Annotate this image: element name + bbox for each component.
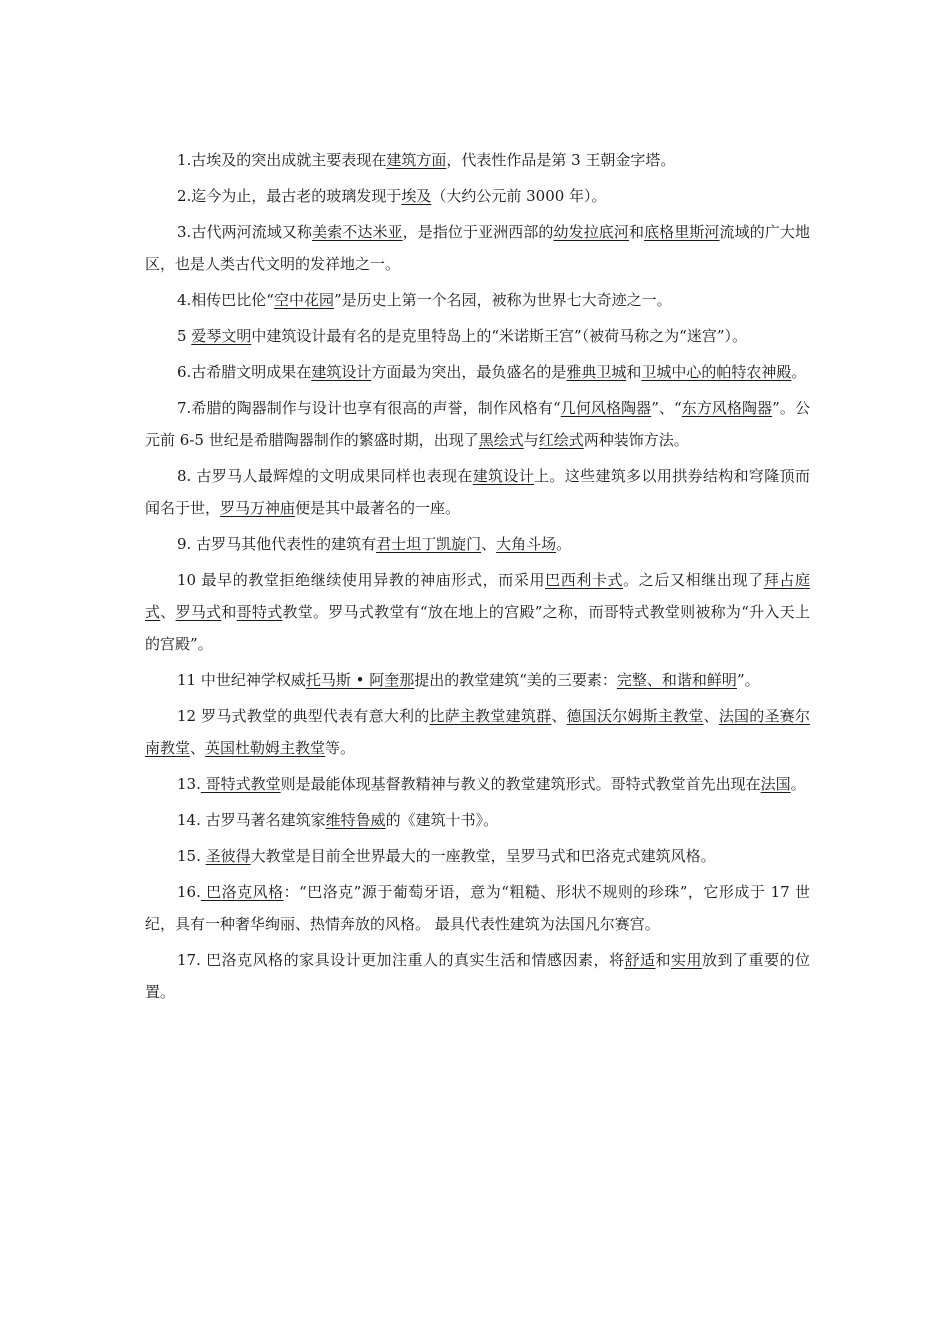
item-text: ”。公元前 6-5 世纪是希腊陶器制作的繁盛时期，出现了 bbox=[145, 399, 810, 449]
item-text: 则是最能体现基督教精神与教义的教堂建筑形式。哥特式教堂首先出现在 bbox=[280, 775, 761, 793]
list-item bbox=[145, 564, 810, 660]
item-text: 等。 bbox=[325, 739, 356, 757]
answer-text: 圣彼得 bbox=[205, 847, 251, 865]
item-text: 中建筑设计最有名的是克里特岛上的“米诺斯王宫”（被荷马称之为“迷宫”）。 bbox=[251, 327, 748, 345]
item-text: 的《建筑十书》。 bbox=[385, 811, 499, 829]
item-text: 10 最早的教堂拒绝继续使用异教的神庙形式，而采用 bbox=[177, 571, 546, 589]
list-item bbox=[145, 944, 810, 1008]
answer-text: 雅典卫城 bbox=[566, 363, 627, 381]
item-text: 2.迄今为止，最古老的玻璃发现于 bbox=[177, 187, 402, 205]
answer-text: 实用 bbox=[670, 951, 702, 969]
answer-text: 东方风格陶器 bbox=[681, 399, 773, 417]
answer-text: 德国沃尔姆斯主教堂 bbox=[566, 707, 704, 725]
answer-text: 罗马式 bbox=[175, 603, 222, 621]
item-text: 教堂。罗马式教堂有“放在地上的宫殿”之称，而哥特式教堂则被称为“升入天上的宫殿”。 bbox=[145, 603, 810, 653]
answer-text: 哥特式教堂 bbox=[200, 775, 281, 793]
item-text: 5 bbox=[177, 327, 192, 345]
answer-text: 拜占庭式 bbox=[145, 571, 810, 621]
answer-text: 维特鲁威 bbox=[325, 811, 386, 829]
item-text: 两种装饰方法。 bbox=[583, 431, 689, 449]
item-text: 便是其中最著名的一座。 bbox=[295, 499, 461, 517]
item-text: 和 bbox=[221, 603, 237, 621]
item-text: ”、“ bbox=[651, 399, 682, 417]
list-item bbox=[145, 840, 810, 872]
item-text: 3.古代两河流域又称 bbox=[177, 223, 313, 241]
list-item bbox=[145, 180, 810, 212]
item-text: ：“巴洛克”源于葡萄牙语，意为“粗糙、形状不规则的珍珠”，它形成于 17 世纪，具有一种奢华绚丽、热情奔放的风格。 最具代表性建筑为法国凡尔赛宫。 bbox=[145, 883, 810, 933]
item-text: 、 bbox=[481, 535, 497, 553]
item-text: 、 bbox=[703, 707, 719, 725]
answer-text: 黑绘式 bbox=[478, 431, 524, 449]
item-text: 。 bbox=[791, 363, 807, 381]
item-text: 方面最为突出，最负盛名的是 bbox=[371, 363, 567, 381]
answer-text: 法国 bbox=[760, 775, 791, 793]
list-item bbox=[145, 768, 810, 800]
item-text: 11 中世纪神学权威 bbox=[177, 671, 306, 689]
answer-text: 埃及 bbox=[401, 187, 432, 205]
item-text: 提出的教堂建筑“美的三要素： bbox=[414, 671, 617, 689]
answer-text: 红绘式 bbox=[538, 431, 584, 449]
answer-text: 哥特式 bbox=[236, 603, 283, 621]
list-item bbox=[145, 664, 810, 696]
item-text: 与 bbox=[523, 431, 539, 449]
list-item bbox=[145, 460, 810, 524]
list-item bbox=[145, 528, 810, 560]
list-item bbox=[145, 392, 810, 456]
answer-text: 底格里斯河 bbox=[644, 223, 720, 241]
item-text: 和 bbox=[626, 363, 642, 381]
answer-text: 托马斯 • 阿奎那 bbox=[305, 671, 415, 689]
item-text: 流域的广大地区，也是人类古代文明的发祥地之一。 bbox=[145, 223, 810, 273]
item-text: 14. 古罗马著名建筑家 bbox=[177, 811, 326, 829]
answer-text: 君士坦丁凯旋门 bbox=[376, 535, 482, 553]
answer-text: 幼发拉底河 bbox=[553, 223, 629, 241]
answer-text: 建筑方面 bbox=[386, 151, 447, 169]
item-text: 9. 古罗马其他代表性的建筑有 bbox=[177, 535, 377, 553]
answer-text: 建筑设计 bbox=[311, 363, 372, 381]
answer-text: 美索不达米亚 bbox=[312, 223, 403, 241]
list-item bbox=[145, 876, 810, 940]
question-list bbox=[145, 144, 810, 1012]
list-item bbox=[145, 356, 810, 388]
answer-text: 罗马万神庙 bbox=[220, 499, 296, 517]
item-text: 、 bbox=[190, 739, 206, 757]
item-text: （大约公元前 3000 年）。 bbox=[431, 187, 607, 205]
item-text: ”是历史上第一个名园，被称为世界七大奇迹之一。 bbox=[334, 291, 672, 309]
answer-text: 空中花园 bbox=[273, 291, 334, 309]
answer-text: 大角斗场 bbox=[496, 535, 557, 553]
item-text: 4.相传巴比伦“ bbox=[177, 291, 274, 309]
list-item bbox=[145, 700, 810, 764]
item-text: ，代表性作品是第 3 王朝金字塔。 bbox=[446, 151, 676, 169]
item-text: 6.古希腊文明成果在 bbox=[177, 363, 312, 381]
item-text: 。 bbox=[556, 535, 572, 553]
list-item bbox=[145, 144, 810, 176]
item-text: 和 bbox=[655, 951, 671, 969]
item-text: 7.希腊的陶器制作与设计也享有很高的声誉，制作风格有“ bbox=[177, 399, 561, 417]
answer-text: 完整、和谐和鲜明 bbox=[616, 671, 737, 689]
item-text: 16. bbox=[177, 883, 201, 901]
answer-text: 英国杜勒姆主教堂 bbox=[205, 739, 326, 757]
answer-text: 舒适 bbox=[624, 951, 656, 969]
item-text: 8. 古罗马人最辉煌的文明成果同样也表现在 bbox=[177, 467, 473, 485]
list-item bbox=[145, 320, 810, 352]
item-text: 17. 巴洛克风格的家具设计更加注重人的真实生活和情感因素，将 bbox=[177, 951, 625, 969]
item-text: 和 bbox=[628, 223, 645, 241]
answer-text: 几何风格陶器 bbox=[560, 399, 652, 417]
answer-text: 卫城中心的帕特农神殿 bbox=[641, 363, 792, 381]
item-text: 、 bbox=[160, 603, 176, 621]
item-text: 大教堂是目前全世界最大的一座教堂，呈罗马式和巴洛克式建筑风格。 bbox=[250, 847, 716, 865]
item-text: 、 bbox=[551, 707, 567, 725]
item-text: 放到了重要的位置。 bbox=[145, 951, 810, 1001]
answer-text: 爱琴文明 bbox=[191, 327, 252, 345]
item-text: 上。这些建筑多以用拱券结构和穹隆顶而闻名于世， bbox=[145, 467, 810, 517]
item-text: 12 罗马式教堂的典型代表有意大利的 bbox=[177, 707, 430, 725]
item-text: 。 bbox=[790, 775, 806, 793]
list-item bbox=[145, 216, 810, 280]
item-text: 1.古埃及的突出成就主要表现在 bbox=[177, 151, 387, 169]
item-text: 13. bbox=[177, 775, 201, 793]
answer-text: 巴西利卡式 bbox=[545, 571, 624, 589]
answer-text: 法国的圣赛尔南教堂 bbox=[145, 707, 810, 757]
item-text: 。之后又相继出现了 bbox=[623, 571, 764, 589]
item-text: 15. bbox=[177, 847, 206, 865]
list-item bbox=[145, 284, 810, 316]
answer-text: 建筑设计 bbox=[472, 467, 535, 485]
item-text: ”。 bbox=[736, 671, 760, 689]
answer-text: 巴洛克风格 bbox=[200, 883, 284, 901]
item-text: ，是指位于亚洲西部的 bbox=[402, 223, 554, 241]
list-item bbox=[145, 804, 810, 836]
answer-text: 比萨主教堂建筑群 bbox=[429, 707, 552, 725]
